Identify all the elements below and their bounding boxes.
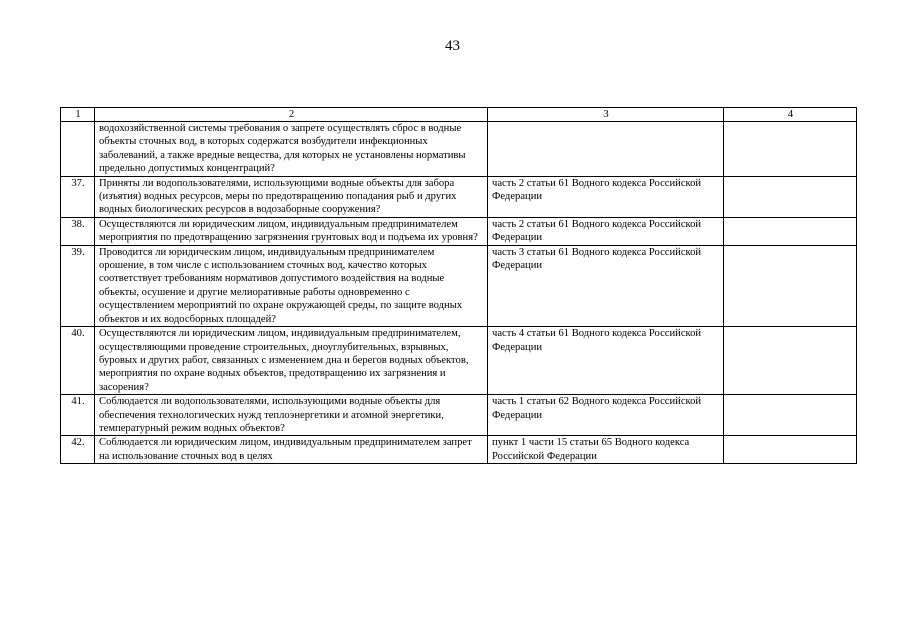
- requirements-table: [60, 107, 857, 464]
- row-number: 39.: [61, 245, 95, 326]
- row-note: [724, 436, 857, 464]
- table-row: [61, 436, 857, 464]
- row-question: Осуществляются ли юридическим лицом, индивидуальным предпринимателем мероприятия по предотвращению загрязнения грунтовых вод и подъема их уровня?: [95, 217, 488, 245]
- row-note: [724, 217, 857, 245]
- row-note: [724, 122, 857, 177]
- row-question: Соблюдается ли юридическим лицом, индивидуальным предпринимателем запрет на использование сточных вод в целях: [95, 436, 488, 464]
- table-row: [61, 217, 857, 245]
- header-col-2: 2: [95, 108, 488, 122]
- row-question: Соблюдается ли водопользователями, использующими водные объекты для обеспечения технологических нужд теплоэнергетики и атомной энергетики, температурный режим водных объектов?: [95, 395, 488, 436]
- row-note: [724, 176, 857, 217]
- row-number: 37.: [61, 176, 95, 217]
- table-header-row: [61, 108, 857, 122]
- row-note: [724, 245, 857, 326]
- page-number: 43: [445, 38, 460, 54]
- header-col-4: 4: [724, 108, 857, 122]
- row-reference: часть 2 статьи 61 Водного кодекса Российской Федерации: [488, 176, 724, 217]
- row-question: водохозяйственной системы требования о запрете осуществлять сброс в водные объекты сточных вод, в которых содержатся возбудители инфекционных заболеваний, а также вредные вещества, для которых не установлены нормативы предельно допустимых концентраций?: [95, 122, 488, 177]
- row-number: 40.: [61, 327, 95, 395]
- row-reference: [488, 122, 724, 177]
- row-note: [724, 327, 857, 395]
- row-reference: часть 1 статьи 62 Водного кодекса Российской Федерации: [488, 395, 724, 436]
- row-reference: часть 2 статьи 61 Водного кодекса Российской Федерации: [488, 217, 724, 245]
- row-question: Проводится ли юридическим лицом, индивидуальным предпринимателем орошение, в том числе с использованием сточных вод, качество которых соответствует требованиям нормативов допустимого воздействия на водные объекты, осушение и другие мелиоративные работы одновременно с осуществлением мероприятий по охране окружающей среды, по защите водных объектов и их водосборных площадей?: [95, 245, 488, 326]
- header-col-3: 3: [488, 108, 724, 122]
- table-row: [61, 327, 857, 395]
- row-number: 42.: [61, 436, 95, 464]
- row-reference: часть 4 статьи 61 Водного кодекса Российской Федерации: [488, 327, 724, 395]
- row-question: Приняты ли водопользователями, использующими водные объекты для забора (изъятия) водных ресурсов, меры по предотвращению попадания рыб и других водных биологических ресурсов в водозаборные сооружения?: [95, 176, 488, 217]
- header-col-1: 1: [61, 108, 95, 122]
- row-number: [61, 122, 95, 177]
- row-question: Осуществляются ли юридическим лицом, индивидуальным предпринимателем, осуществляющими проведение строительных, дноуглубительных, взрывных, буровых и других работ, связанных с изменением дна и берегов водных объектов, мероприятия по охране водных объектов, предотвращению их загрязнения и засорения?: [95, 327, 488, 395]
- table-row: [61, 245, 857, 326]
- row-number: 38.: [61, 217, 95, 245]
- table-row: [61, 176, 857, 217]
- table-row: [61, 395, 857, 436]
- table-row: [61, 122, 857, 177]
- row-reference: пункт 1 части 15 статьи 65 Водного кодекса Российской Федерации: [488, 436, 724, 464]
- row-number: 41.: [61, 395, 95, 436]
- row-reference: часть 3 статьи 61 Водного кодекса Российской Федерации: [488, 245, 724, 326]
- row-note: [724, 395, 857, 436]
